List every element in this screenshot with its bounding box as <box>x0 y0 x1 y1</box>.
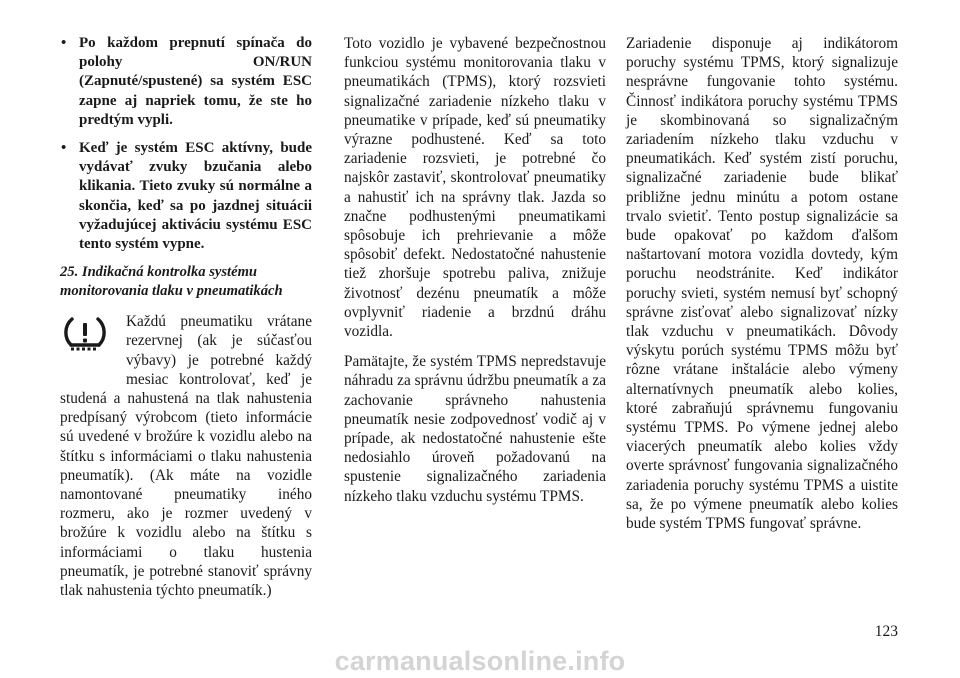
bullet-text: Keď je systém ESC aktívny, bude vydávať zvuky bzučania alebo klikania. Tieto zvuky sú normálne a skončia, keď sa po jazdnej situácii vyžadujúcej aktiváciu systému ESC tento systém vypne. <box>79 140 312 253</box>
section-heading <box>60 263 312 301</box>
tpms-paragraph: Pamätajte, že systém TPMS nepredstavuje náhradu za správnu údržbu pneumatík a za zachovanie správneho nahustenia pneumatík nesie zodpovednosť vodič aj v prípade, ak nedostatočné nahustenie ešte nedosiahlo úroveň požadovanú na spustenie signalizačného zariadenia nízkeho tlaku vzduchu systému TPMS. <box>344 353 606 505</box>
column-left <box>60 34 312 600</box>
tire-pressure-warning-icon <box>60 314 126 380</box>
bullet-mark: • <box>61 35 67 51</box>
bullet-item <box>60 34 312 130</box>
tire-pressure-warning-icon-graphic <box>60 314 110 354</box>
page-number: 123 <box>874 623 898 640</box>
column-right <box>626 34 898 533</box>
bullet-item <box>60 139 312 254</box>
bullet-mark: • <box>61 140 67 157</box>
tpms-paragraph: Toto vozidlo je vybavené bezpečnostnou funkciou systému monitorovania tlaku v pneumatikách (TPMS), ktorý rozsvieti signalizačné zariadenie nízkeho tlaku v pneumatike v prípade, keď sú pneumatiky výrazne podhustené. Keď sa toto zariadenie rozsvieti, je potrebné čo najskôr zastaviť, skontrolovať pneumatiky a nahustiť ich na správny tlak. Jazda so značne podhustenými pneumatikami spôsobuje ich prehrievanie a môže spôsobiť defekt. Nedostatočné nahustenie tiež zhoršuje spotrebu paliva, znižuje životnosť dezénu pneumatík a môže ovplyvniť riadenie a brzdnú dráhu vozidla. <box>344 35 606 341</box>
tire-check-paragraph: Každú pneumatiku vrátane rezervnej (ak je súčasťou výbavy) je potrebné každý mesiac kontrolovať, keď je studená a nahustená na tlak nahustenia predpísaný výrobcom (tieto informácie sú uvedené v brožúre k vozidlu alebo na štítku s informáciami o tlaku nahustenia pneumatík). (Ak máte na vozidle namontované pneumatiky iného rozmeru, ako je rozmer uvedený v brožúre k vozidlu alebo na štítku s informáciami o tlaku hustenia pneumatík, je potrebné stanoviť správny tlak nahustenia týchto pneumatík.) <box>60 313 312 600</box>
column-middle <box>344 34 606 506</box>
tpms-malfunction-paragraph: Zariadenie disponuje aj indikátorom poruchy systému TPMS, ktorý signalizuje nesprávne fungovanie tohto systému. Činnosť indikátora poruchy systému TPMS je skombinovaná so signalizačným zariadením nízkeho tlaku vzduchu v pneumatikách. Keď systém zistí poruchu, signalizačné zariadenie bude blikať približne jednu minútu a potom ostane trvalo svietiť. Tento postup signalizácie sa bude opakovať po každom ďalšom naštartovaní motora vozidla dovtedy, kým poruchu neodstránite. Keď indikátor poruchy svieti, systém nemusí byť schopný správne zisťovať alebo signalizovať nízky tlak vzduchu v pneumatikách. Dôvody výskytu porúch systému TPMS môžu byť rôzne vrátane inštalácie alebo výmeny alternatívnych pneumatík alebo kolies, ktoré zabraňujú správnemu fungovaniu systému TPMS. Po výmene jednej alebo viacerých pneumatík alebo kolies vždy overte správnosť fungovania signalizačného zariadenia poruchy systému TPMS a uistite sa, že po výmene pneumatík alebo kolies bude systém TPMS fungovať správne. <box>626 35 898 533</box>
section-heading-line: 25. Indikačná kontrolka systému <box>60 264 258 281</box>
section-heading-line: monitorovania tlaku v pneumatikách <box>60 283 283 300</box>
esc-bullet-list <box>60 34 312 254</box>
bullet-text: Po každom prepnutí spínača do polohy ON/RUN (Zapnuté/spustené) sa systém ESC zapne aj napriek tomu, že ste ho predtým vypli. <box>79 35 312 128</box>
watermark: carmanualsonline.info <box>334 646 626 676</box>
